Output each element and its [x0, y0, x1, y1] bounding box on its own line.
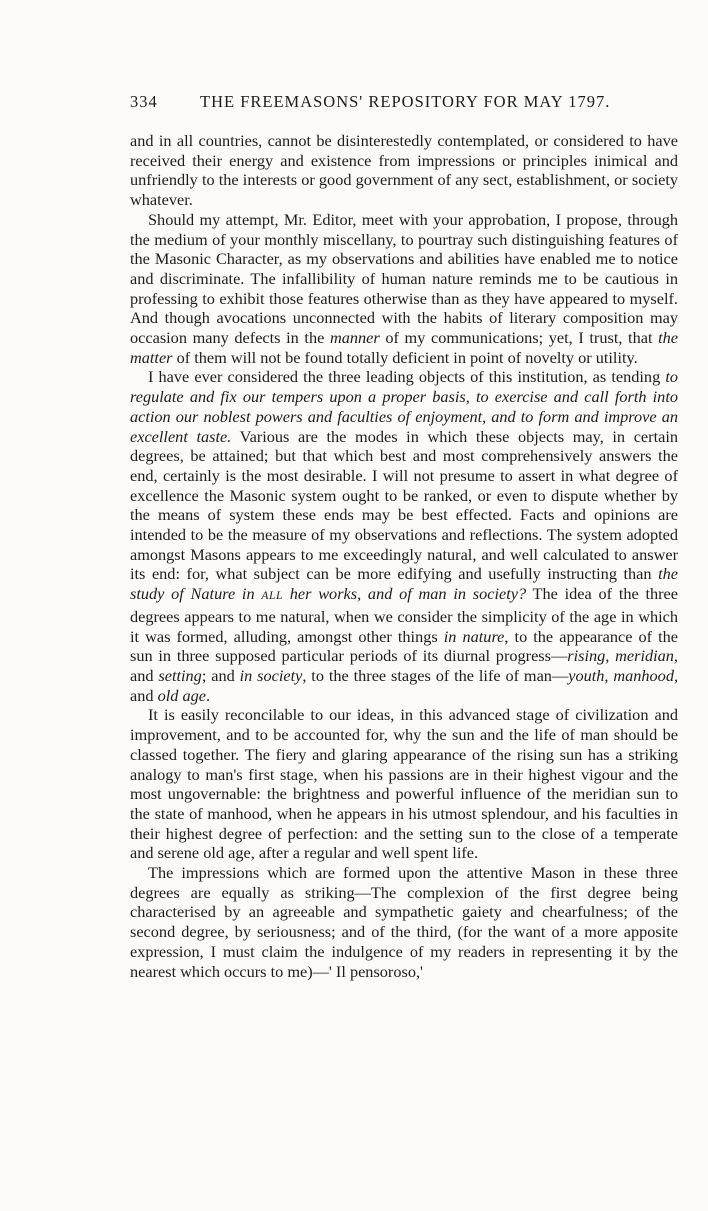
text-run: ,: [605, 646, 616, 666]
paragraph: [130, 705, 678, 863]
text-run: ; and: [201, 665, 240, 685]
text-run: The idea of the three degrees appears to me natural, when we consider the simplicity of the age in which it was formed, alluding, amongst other things: [130, 584, 679, 646]
italic-text: her works, and of man in society?: [282, 584, 527, 604]
italic-text: meridian: [615, 646, 674, 666]
text-run: .: [205, 685, 211, 705]
paragraph: [130, 131, 678, 210]
small-caps-text: ALL: [261, 590, 283, 603]
paragraph: [130, 863, 678, 981]
running-title: THE FREEMASONS' REPOSITORY FOR MAY 1797.: [200, 92, 611, 111]
page-header: [130, 92, 690, 116]
italic-text: setting: [158, 665, 202, 685]
text-run: and in all countries, cannot be disinterestedly contemplated, or considered to have received their energy and existence from impressions or principles inimical and unfriendly to the interests or good government of any sect, establishment, or society whatever.: [130, 131, 678, 210]
italic-text: the matter: [130, 328, 679, 367]
text-run: , to the appearance of the sun in three supposed particular periods of its diurnal progress—: [130, 626, 679, 666]
text-run: Various are the modes in which these objects may, in certain degrees, be attained; but that which best and most comprehensively answers the end, certainly is the most desirable. I will not presume to assert in what degree of excellence the Masonic system ought to be ranked, or even to dispute whether by the means of system these ends may be best effected. Facts and opinions are intended to be the measure of my observations and reflections. The system adopted amongst Masons appears to me exceedingly natural, and well calculated to answer its end: for, what subject can be more edifying and usefully instructing than: [130, 426, 678, 584]
italic-text: the study of Nature in: [130, 564, 678, 604]
text-run: I have ever considered the three leading objects of this institution, as tending: [148, 367, 666, 387]
paragraph: [130, 367, 678, 705]
italic-text: in society: [239, 665, 303, 685]
italic-text: manner: [329, 328, 380, 348]
page-number: 334: [130, 92, 158, 111]
text-run: It is easily reconcilable to our ideas, in this advanced stage of civilization and improvement, and to be accounted for, why the sun and the life of man should be classed together. The fiery and glaring appearance of the rising sun has a striking analogy to man's first stage, when his passions are in their highest vigour and the most ungovernable: the brightness and powerful influence of the meridian sun to the state of manhood, when he appears in his utmost splendour, and his faculties in their highest degree of perfection: and the setting sun to the close of a temperate and serene old age, after a regular and well spent life.: [130, 705, 678, 863]
article-body: [130, 131, 678, 981]
italic-text: to regulate and fix our tempers upon a proper basis, to exercise and call forth into action our noblest powers and faculties of enjoyment, and to form and improve an excellent taste.: [130, 367, 678, 446]
text-run: and: [130, 685, 158, 705]
italic-text: in nature: [443, 626, 505, 646]
text-run: , and: [130, 646, 678, 685]
italic-text: youth, manhood,: [568, 665, 679, 685]
paragraph: [130, 210, 678, 368]
text-run: of my communications; yet, I trust, that: [379, 328, 659, 348]
text-run: of them will not be found totally deficient in point of novelty or utility.: [172, 347, 638, 367]
italic-text: old age: [157, 685, 206, 705]
italic-text: rising: [567, 646, 606, 666]
text-run: Should my attempt, Mr. Editor, meet with your approbation, I propose, through the medium of your monthly miscellany, to pourtray such distinguishing features of the Masonic Character, as my observations and abilities have enabled me to notice and discriminate. The infallibility of human nature reminds me to be cautious in professing to exhibit those features otherwise than as they have appeared to myself. And though avocations unconnected with the habits of literary composition may occasion many defects in the: [130, 209, 678, 348]
text-run: The impressions which are formed upon the attentive Mason in these three degrees are equally as striking—The complexion of the first degree being characterised by an agreeable and sympathetic gaiety and chearfulness; of the second degree, by seriousness; and of the third, (for the want of a more apposite expression, I must claim the indulgence of my readers in representing it by the nearest which occurs to me)—' Il pensoroso,': [130, 863, 678, 981]
text-run: , to the three stages of the life of man—: [302, 665, 569, 685]
